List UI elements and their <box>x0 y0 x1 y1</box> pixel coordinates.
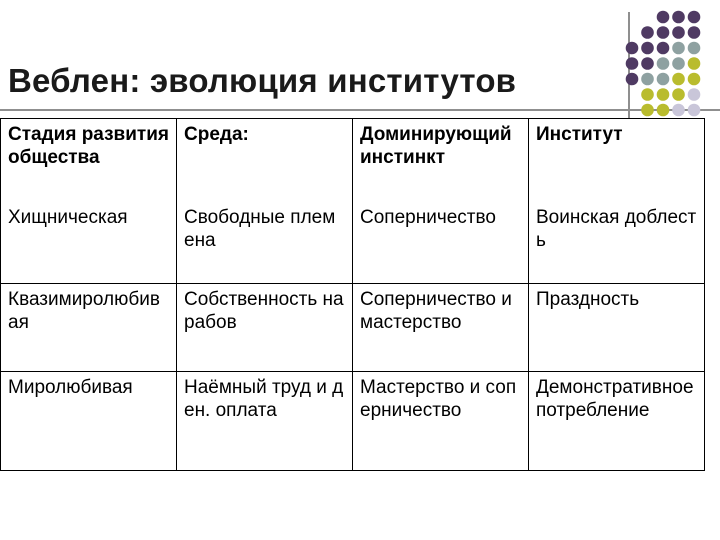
decorative-dot <box>641 104 654 117</box>
table-cell: Хищническая <box>1 202 177 284</box>
table-cell: Наёмный труд и ден. оплата <box>177 372 353 471</box>
decorative-dot <box>688 57 701 70</box>
decorative-dot <box>672 104 685 117</box>
decorative-dot <box>672 88 685 101</box>
table-cell: Квазимиролюбивая <box>1 284 177 372</box>
decorative-dot <box>641 88 654 101</box>
decorative-dot <box>688 88 701 101</box>
decorative-dot <box>641 42 654 55</box>
decorative-dot <box>657 57 670 70</box>
table-cell: Соперничество и мастерство <box>353 284 529 372</box>
table-cell: Праздность <box>529 284 705 372</box>
table-cell: Соперничество <box>353 202 529 284</box>
table-row <box>1 284 705 372</box>
decorative-dot <box>641 73 654 86</box>
slide-title: Веблен: эволюция институтов <box>8 62 517 99</box>
table-cell: Собственность на рабов <box>177 284 353 372</box>
decorative-dot <box>688 104 701 117</box>
decorative-dot <box>641 26 654 39</box>
table-row <box>1 202 705 284</box>
header-stage: Стадия развития общества <box>1 119 177 202</box>
table-cell: Воинская доблесть <box>529 202 705 284</box>
header-institution: Институт <box>529 119 705 202</box>
decorative-dot <box>688 73 701 86</box>
table-cell: Свободные племена <box>177 202 353 284</box>
decorative-dot <box>626 73 639 86</box>
decorative-dot <box>672 26 685 39</box>
table-cell: Демонстративное потребление <box>529 372 705 471</box>
decorative-dot <box>657 73 670 86</box>
decorative-dot <box>672 11 685 24</box>
decorative-dot <box>657 26 670 39</box>
decorative-dot <box>688 26 701 39</box>
decorative-dot <box>657 42 670 55</box>
decorative-dot <box>688 42 701 55</box>
decorative-dot <box>672 42 685 55</box>
decorative-dot-grid <box>0 0 720 130</box>
header-instinct: Доминирующий инстинкт <box>353 119 529 202</box>
table-cell: Миролюбивая <box>1 372 177 471</box>
decorative-dot <box>657 104 670 117</box>
decorative-dot <box>688 11 701 24</box>
decorative-dot <box>657 11 670 24</box>
decorative-dot <box>672 73 685 86</box>
decorative-dot <box>657 88 670 101</box>
decorative-dot <box>641 57 654 70</box>
decorative-dot <box>626 42 639 55</box>
table-cell: Мастерство и соперничество <box>353 372 529 471</box>
table-header-row <box>1 119 705 202</box>
header-environment: Среда: <box>177 119 353 202</box>
table-row <box>1 372 705 471</box>
decorative-dot <box>626 57 639 70</box>
decorative-dot <box>672 57 685 70</box>
institutions-table <box>0 118 705 471</box>
